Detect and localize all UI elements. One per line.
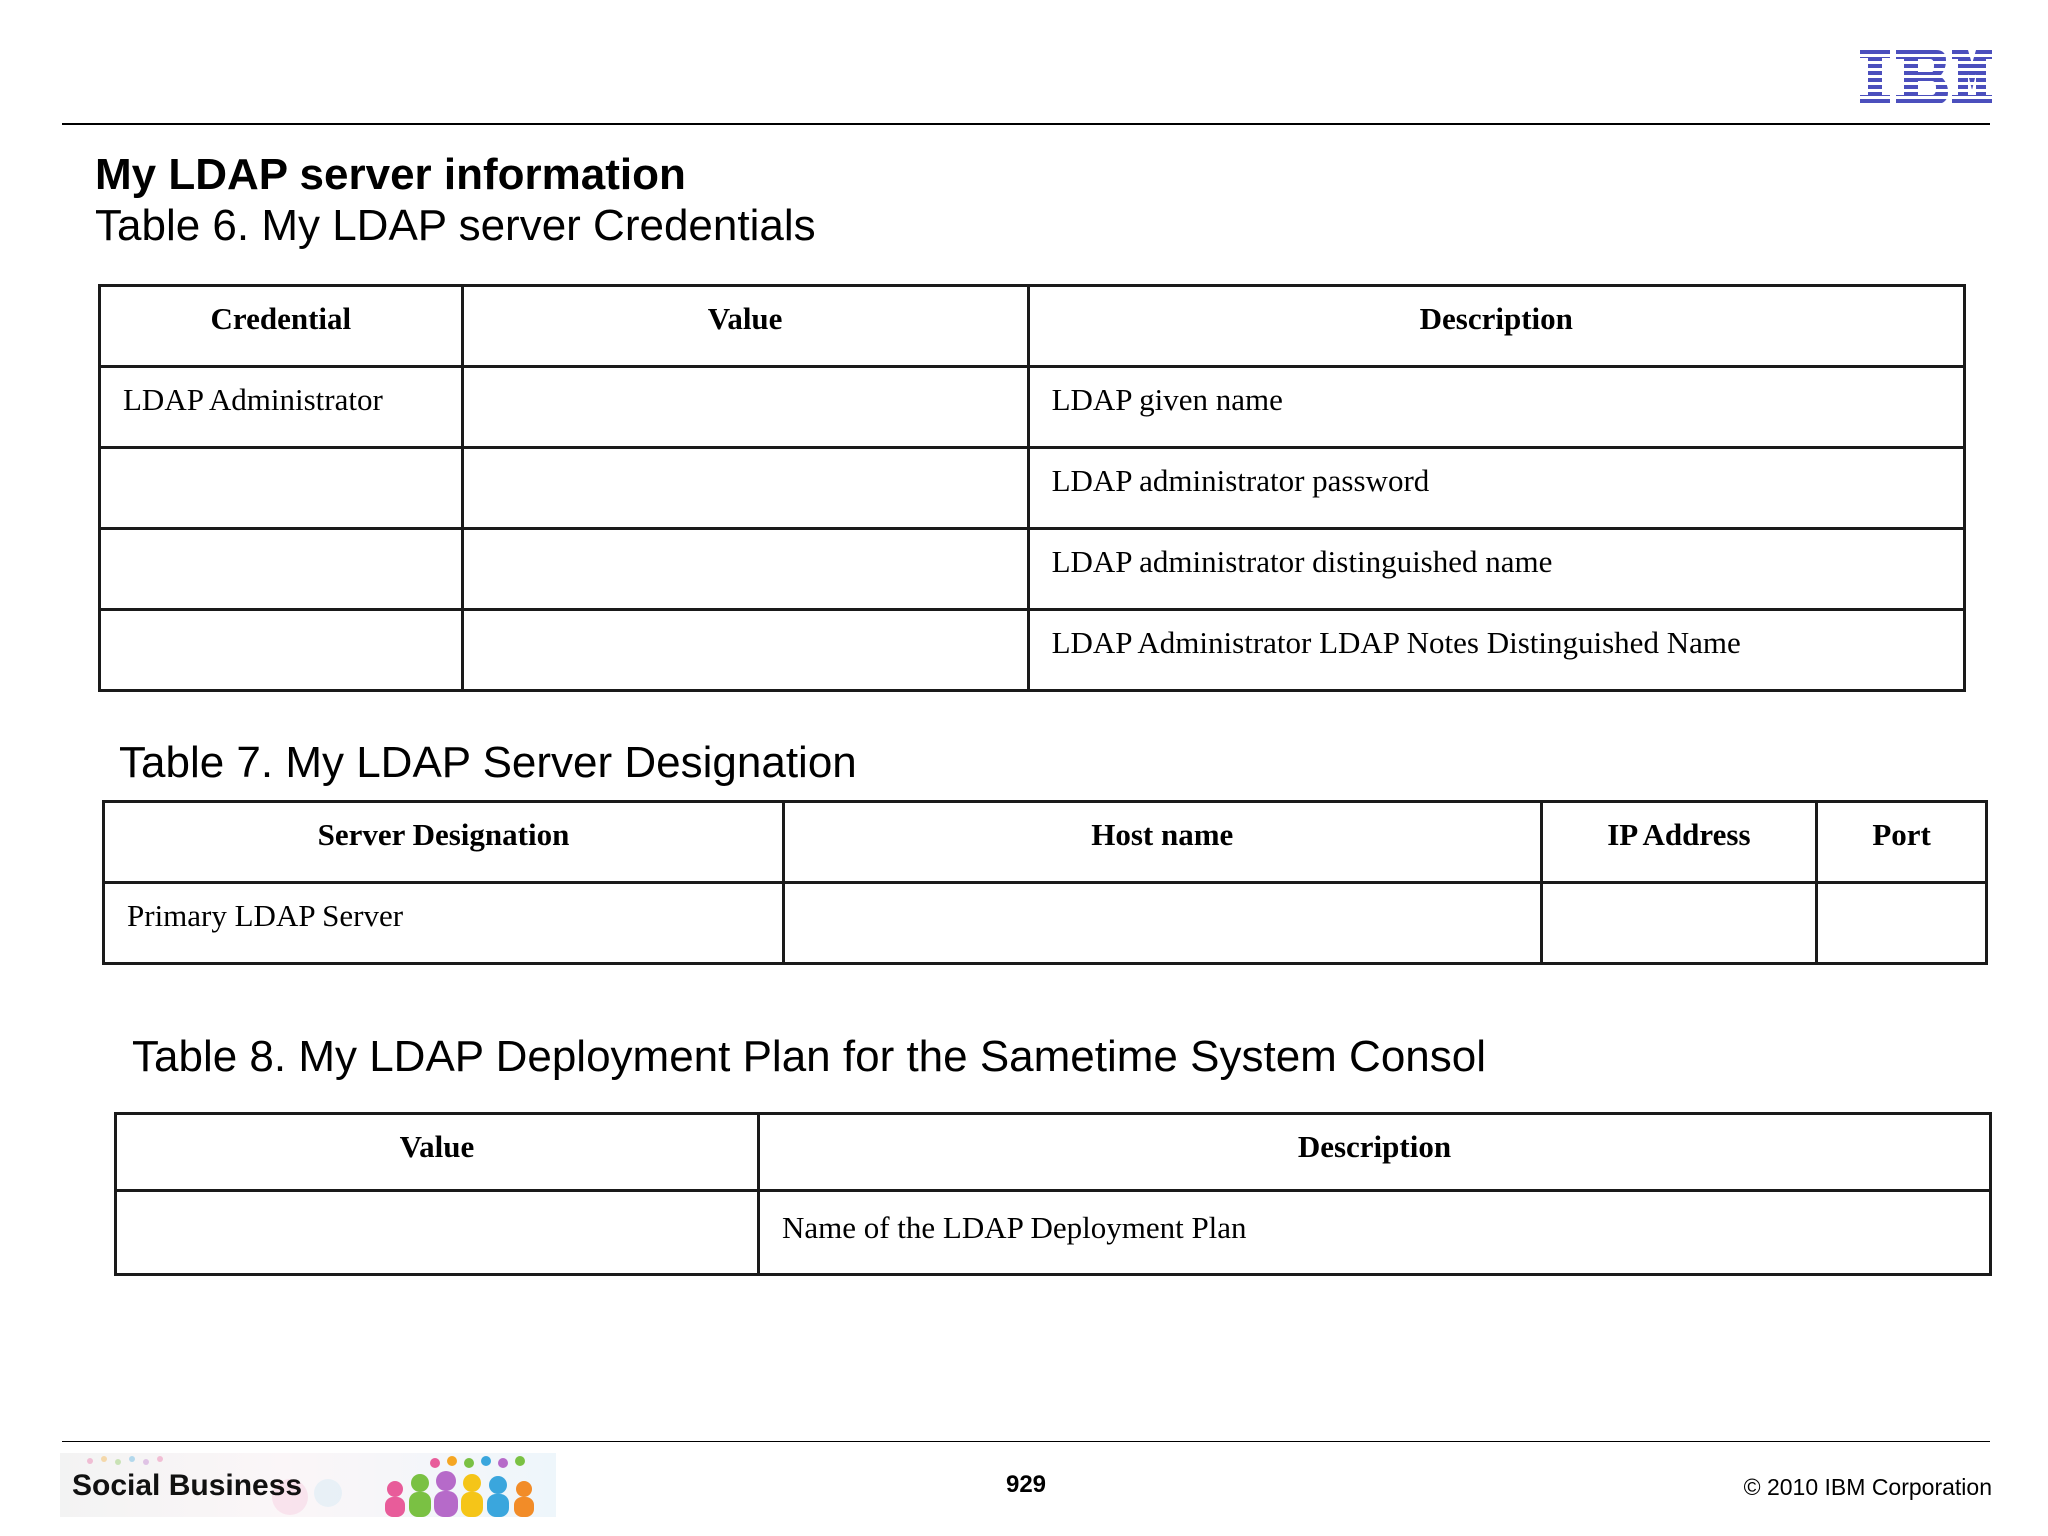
table-header-row <box>100 286 1965 367</box>
credential-cell <box>100 610 463 691</box>
ldap-deployment-plan-table <box>114 1112 1992 1276</box>
credential-cell: LDAP Administrator <box>100 367 463 448</box>
table-row <box>116 1191 1991 1275</box>
description-cell: LDAP administrator password <box>1028 448 1964 529</box>
column-header-server-designation: Server Designation <box>104 802 784 883</box>
header-rule <box>62 123 1990 125</box>
server-designation-cell: Primary LDAP Server <box>104 883 784 964</box>
value-cell <box>462 529 1028 610</box>
description-cell: LDAP Administrator LDAP Notes Distinguished Name <box>1028 610 1964 691</box>
table-header-row <box>104 802 1987 883</box>
ibm-logo <box>1860 50 1992 104</box>
footer-brand: Social Business <box>72 1469 303 1502</box>
column-header-description: Description <box>1028 286 1964 367</box>
ldap-credentials-table <box>98 284 1966 692</box>
column-header-port: Port <box>1817 802 1987 883</box>
table6-caption: Table 6. My LDAP server Credentials <box>95 201 816 250</box>
table-row <box>104 883 1987 964</box>
table-row <box>100 529 1965 610</box>
column-header-value: Value <box>462 286 1028 367</box>
table-row <box>100 610 1965 691</box>
credential-cell <box>100 448 463 529</box>
column-header-ip-address: IP Address <box>1541 802 1817 883</box>
footer-rule <box>62 1441 1990 1442</box>
column-header-value: Value <box>116 1114 759 1191</box>
value-cell <box>462 448 1028 529</box>
value-cell <box>462 367 1028 448</box>
description-cell: LDAP administrator distinguished name <box>1028 529 1964 610</box>
port-cell <box>1817 883 1987 964</box>
ip-address-cell <box>1541 883 1817 964</box>
host-name-cell <box>783 883 1541 964</box>
table8-caption: Table 8. My LDAP Deployment Plan for the Sametime System Consol <box>132 1032 1487 1081</box>
table-row <box>100 367 1965 448</box>
page-number: 929 <box>1005 1471 1047 1498</box>
copyright-notice: © 2010 IBM Corporation <box>1743 1474 1992 1500</box>
ldap-server-designation-table <box>102 800 1988 965</box>
table-row <box>100 448 1965 529</box>
table7-caption: Table 7. My LDAP Server Designation <box>119 738 857 787</box>
description-cell: Name of the LDAP Deployment Plan <box>758 1191 1990 1275</box>
social-business-banner <box>60 1453 556 1517</box>
credential-cell <box>100 529 463 610</box>
value-cell <box>462 610 1028 691</box>
table-header-row <box>116 1114 1991 1191</box>
column-header-host-name: Host name <box>783 802 1541 883</box>
description-cell: LDAP given name <box>1028 367 1964 448</box>
slide-title: My LDAP server information <box>95 150 686 199</box>
value-cell <box>116 1191 759 1275</box>
column-header-description: Description <box>758 1114 1990 1191</box>
column-header-credential: Credential <box>100 286 463 367</box>
